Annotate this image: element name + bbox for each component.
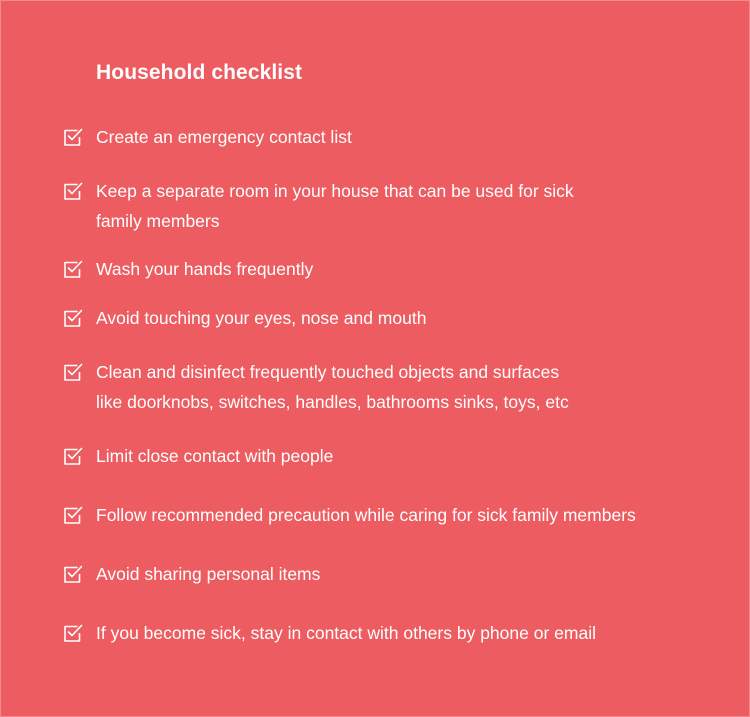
checklist-item-text xyxy=(96,303,426,333)
checkbox-checked-icon xyxy=(63,362,83,382)
checklist-item-text xyxy=(96,618,596,648)
checkbox-checked-icon xyxy=(63,181,83,201)
checklist-item xyxy=(63,623,703,648)
checklist-item-line: Wash your hands frequently xyxy=(96,259,314,279)
checklist-item-text xyxy=(96,122,352,152)
checklist-item-text xyxy=(96,176,574,236)
checkbox-checked-icon xyxy=(63,308,83,328)
checklist-item-line: family members xyxy=(96,211,220,231)
checklist-title: Household checklist xyxy=(96,61,303,84)
checklist-item-line: Avoid sharing personal items xyxy=(96,564,321,584)
checklist-item-text xyxy=(96,500,636,530)
checklist-item xyxy=(63,505,703,530)
checklist-item-line: Keep a separate room in your house that can be used for sick xyxy=(96,181,574,201)
checklist-item-line: Create an emergency contact list xyxy=(96,127,352,147)
checklist-item-line: If you become sick, stay in contact with others by phone or email xyxy=(96,623,596,643)
checklist-item xyxy=(63,564,703,589)
checklist-item-line: Follow recommended precaution while caring for sick family members xyxy=(96,505,636,525)
checklist-item xyxy=(63,308,703,333)
checklist-item-line: Clean and disinfect frequently touched objects and surfaces xyxy=(96,362,560,382)
checklist-item xyxy=(63,362,703,417)
checkbox-checked-icon xyxy=(63,127,83,147)
checklist-item xyxy=(63,446,703,471)
checklist-item-text xyxy=(96,357,569,417)
checklist-item-text xyxy=(96,441,333,471)
checkbox-checked-icon xyxy=(63,564,83,584)
checklist-item xyxy=(63,181,703,236)
checkbox-checked-icon xyxy=(63,446,83,466)
checklist-item-text xyxy=(96,254,313,284)
checkbox-checked-icon xyxy=(63,505,83,525)
checklist-item-line: Avoid touching your eyes, nose and mouth xyxy=(96,308,427,328)
checklist-item-line: Limit close contact with people xyxy=(96,446,334,466)
checkbox-checked-icon xyxy=(63,623,83,643)
checklist-item xyxy=(63,259,703,284)
checklist-item-text xyxy=(96,559,320,589)
checkbox-checked-icon xyxy=(63,259,83,279)
checklist-item xyxy=(63,127,703,152)
checklist-item-line: like doorknobs, switches, handles, bathrooms sinks, toys, etc xyxy=(96,392,569,412)
